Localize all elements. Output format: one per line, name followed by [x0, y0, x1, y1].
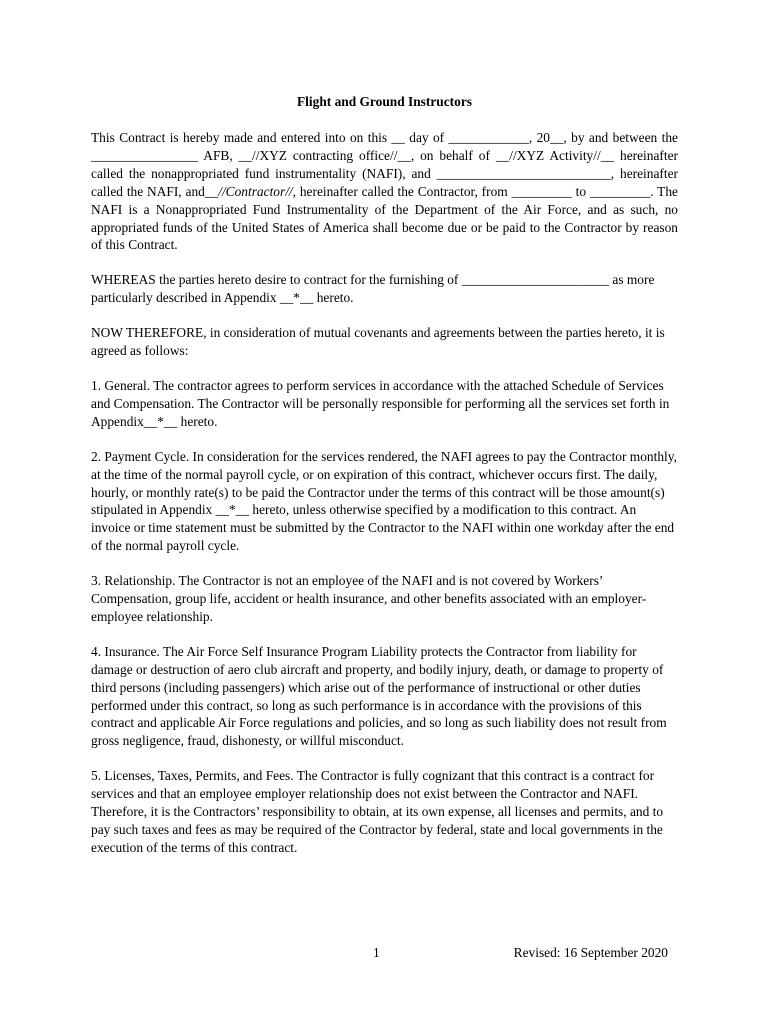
intro-text-part1: This Contract is hereby made and entered into on this __ day of ____________, 20__, by and between the ________________ AFB, __//XYZ contracting office//__, on behalf of __//XYZ Activity//__ hereinafter called the nonappropriated fund instrumentality (NAFI), and __________________________, hereinafter called the NAFI, and	[91, 130, 678, 199]
page-number: 1	[373, 945, 380, 960]
section-payment-cycle: 2. Payment Cycle. In consideration for the services rendered, the NAFI agrees to pay the Contractor monthly, at the time of the normal payroll cycle, or on expiration of this contract, whichever occurs first. The daily, hourly, or monthly rate(s) to be paid the Contractor under the terms of this contract will be those amount(s) stipulated in Appendix __*__ hereto, unless otherwise specified by a modification to this contract. An invoice or time statement must be submitted by the Contractor to the NAFI within one workday after the end of the normal payroll cycle.	[91, 448, 677, 554]
intro-text-part2: hereinafter called the Contractor, from _________ to _________. The NAFI is a Nonappropriated Fund Instrumentality of the Department of the Air Force, and as such, no appropriated funds of the United States of America shall become due or be paid to the Contractor by reason of this Contract.	[91, 183, 678, 253]
revision-date: Revised: 16 September 2020	[513, 945, 668, 960]
page-footer	[91, 944, 678, 962]
section-relationship: 3. Relationship. The Contractor is not an employee of the NAFI and is not covered by Workers’ Compensation, group life, accident or health insurance, and other benefits associated with an employer-employee relationship.	[91, 573, 647, 624]
document-page	[91, 93, 678, 874]
now-therefore-paragraph: NOW THEREFORE, in consideration of mutual covenants and agreements between the parties hereto, it is agreed as follows:	[91, 325, 665, 359]
section-licenses: 5. Licenses, Taxes, Permits, and Fees. The Contractor is fully cognizant that this contract is a contract for services and that an employee employer relationship does not exist between the Contractor and NAFI. Therefore, it is the Contractors’ responsibility to obtain, at its own expense, all licenses and permits, and to pay such taxes and fees as may be required of the Contractor by federal, state and local governments in the execution of the terms of this contract.	[91, 768, 664, 855]
intro-contractor-italic: __//Contractor//,	[204, 183, 296, 199]
intro-paragraph	[91, 129, 678, 254]
document-title: Flight and Ground Instructors	[297, 94, 472, 109]
whereas-paragraph: WHEREAS the parties hereto desire to contract for the furnishing of ______________________ as more particularly described in Appendix __*__ hereto.	[91, 272, 655, 306]
section-general: 1. General. The contractor agrees to perform services in accordance with the attached Schedule of Services and Compensation. The Contractor will be personally responsible for performing all the services set forth in Appendix__*__ hereto.	[91, 377, 670, 429]
section-insurance: 4. Insurance. The Air Force Self Insurance Program Liability protects the Contractor from liability for damage or destruction of aero club aircraft and property, and bodily injury, death, or damage to property of third persons (including passengers) which arise out of the performance of instructional or other duties performed under this contract, so long as such performance is in accordance with the provisions of this contract and applicable Air Force regulations and policies, and so long as such liability does not result from gross negligence, fraud, dishonesty, or willful misconduct.	[91, 643, 667, 749]
